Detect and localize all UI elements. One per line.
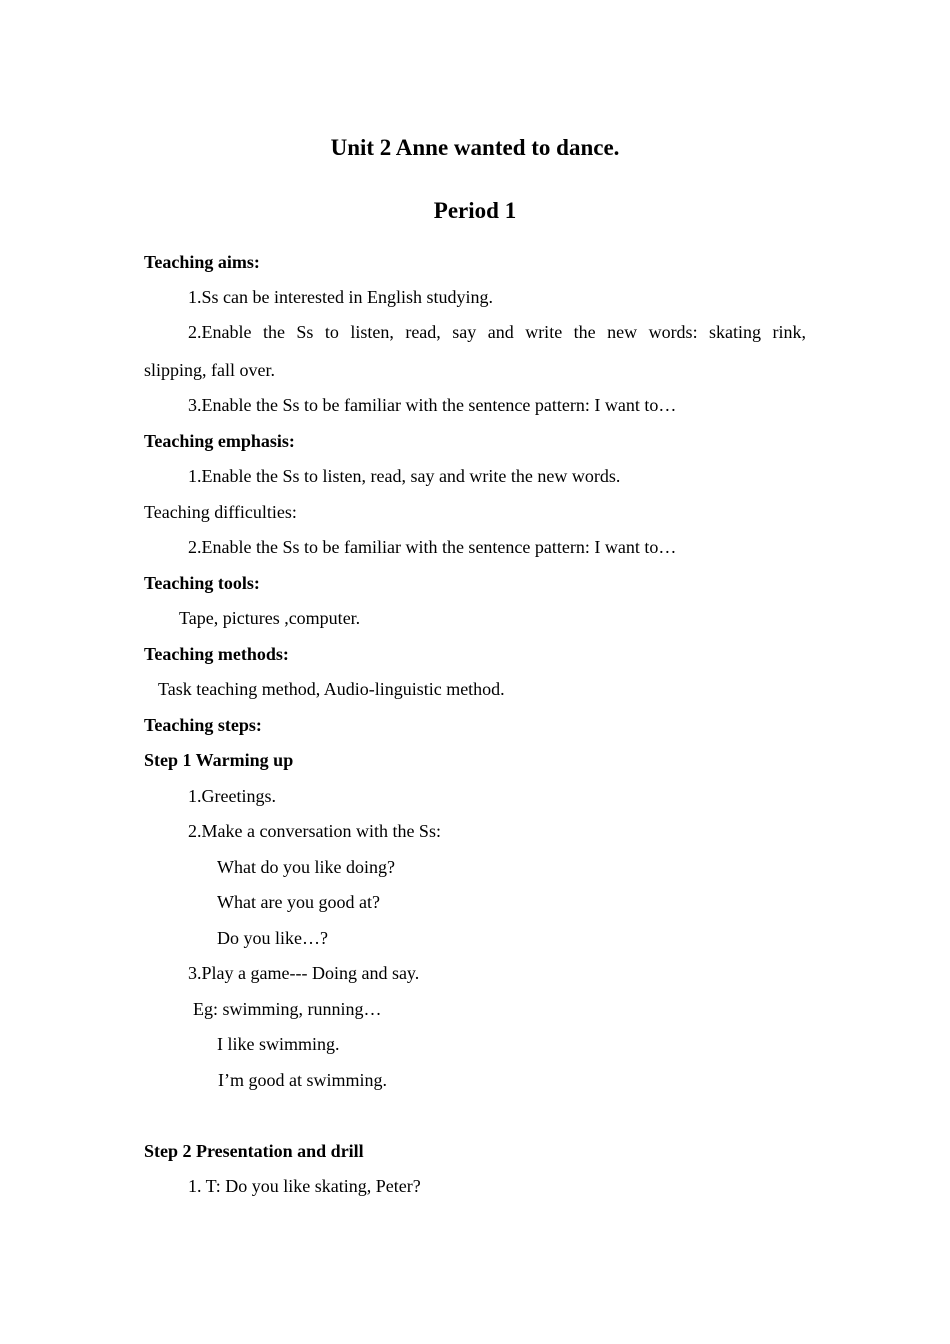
- tools-text: Tape, pictures ,computer.: [179, 608, 361, 628]
- step1-example: Eg: swimming, running…: [193, 999, 382, 1019]
- step1-question-1: What do you like doing?: [217, 857, 395, 877]
- emphasis-1: 1.Enable the Ss to listen, read, say and write the new words.: [188, 466, 621, 486]
- steps-heading: Teaching steps:: [144, 715, 262, 735]
- methods-heading: Teaching methods:: [144, 644, 289, 664]
- aim-3: 3.Enable the Ss to be familiar with the sentence pattern: I want to…: [188, 395, 677, 415]
- step1-item-1: 1.Greetings.: [188, 786, 276, 806]
- aims-heading: Teaching aims:: [144, 252, 260, 272]
- step1-item-2: 2.Make a conversation with the Ss:: [188, 821, 441, 841]
- aim-1: 1.Ss can be interested in English studying.: [188, 287, 493, 307]
- step1-item-3: 3.Play a game--- Doing and say.: [188, 963, 420, 983]
- emphasis-heading: Teaching emphasis:: [144, 431, 295, 451]
- step1-heading: Step 1 Warming up: [144, 750, 294, 770]
- step1-question-3: Do you like…?: [217, 928, 328, 948]
- methods-text: Task teaching method, Audio-linguistic method.: [158, 679, 505, 699]
- difficulties-heading: Teaching difficulties:: [144, 502, 297, 522]
- difficulties-1: 2.Enable the Ss to be familiar with the sentence pattern: I want to…: [188, 537, 677, 557]
- step2-heading: Step 2 Presentation and drill: [144, 1141, 364, 1161]
- step2-item-1: 1. T: Do you like skating, Peter?: [188, 1176, 421, 1196]
- aim-2-line-2: slipping, fall over.: [144, 360, 275, 380]
- step1-example-1: I like swimming.: [217, 1034, 340, 1054]
- period-heading: Period 1: [433, 198, 517, 223]
- tools-heading: Teaching tools:: [144, 573, 260, 593]
- step1-example-2: I’m good at swimming.: [218, 1070, 387, 1090]
- aim-2-line-1: 2.Enable the Ss to listen, read, say and write the new words: skating rink,: [188, 322, 806, 342]
- document-title: Unit 2 Anne wanted to dance.: [330, 135, 620, 160]
- step1-question-2: What are you good at?: [217, 892, 380, 912]
